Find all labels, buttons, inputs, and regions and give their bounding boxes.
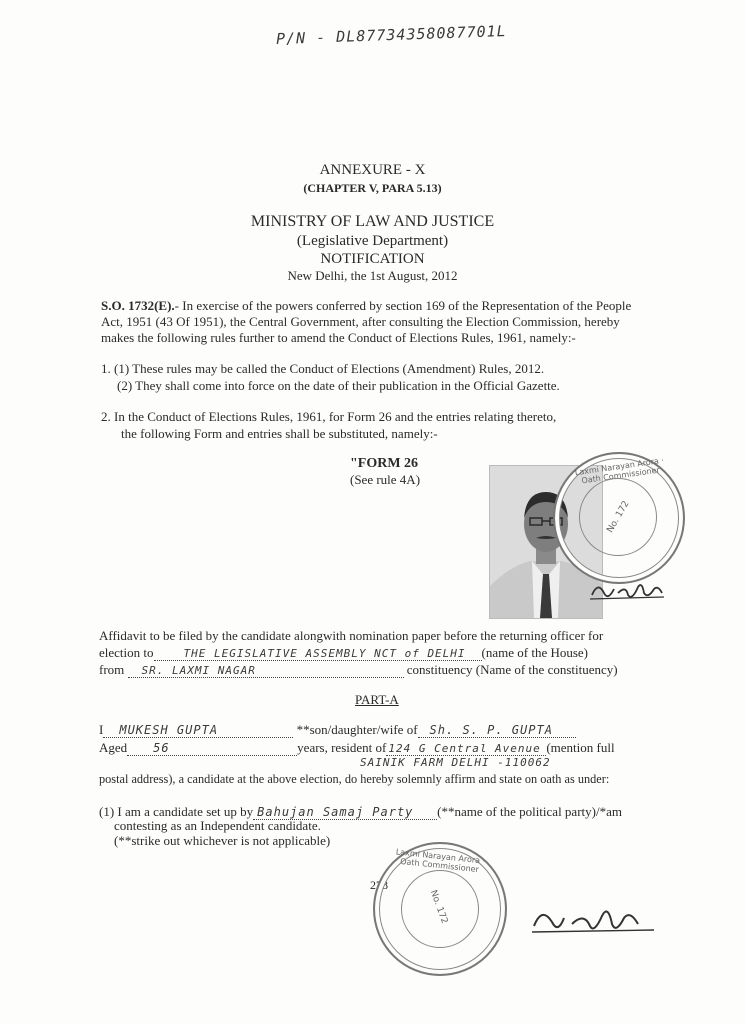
candidate-name-value: MUKESH GUPTA [119, 723, 219, 737]
intro-line-1: - In exercise of the powers conferred by section 169 of the Representation of the People [174, 298, 632, 313]
stamp-top-text: Laxmi Narayan Arora · Oath Commissioner [574, 455, 665, 486]
election-suffix: (name of the House) [481, 645, 589, 660]
point-1-line-3: (**strike out whichever is not applicable) [114, 833, 331, 848]
constituency-field[interactable] [128, 663, 404, 678]
rule-1-line-1: 1. (1) These rules may be called the Conduct of Elections (Amendment) Rules, 2012. [101, 361, 545, 376]
place-date: New Delhi, the 1st August, 2012 [287, 268, 458, 283]
rule-1 [101, 360, 681, 394]
election-house-value: THE LEGISLATIVE ASSEMBLY NCT of DELHI [183, 647, 466, 660]
intro-line-2: Act, 1951 (43 Of 1951), the Central Government, after consulting the Election Commission, hereby [101, 314, 620, 329]
age-field[interactable] [127, 741, 297, 756]
annexure-title: ANNEXURE - X [319, 162, 426, 178]
address-line-2-value: SAINIK FARM DELHI -110062 [360, 756, 551, 769]
form-subtitle: (See rule 4A) [350, 472, 421, 487]
aged-label: Aged [99, 740, 128, 755]
party-value: Bahujan Samaj Party [257, 805, 414, 819]
father-name-field[interactable] [418, 723, 576, 738]
oath-commissioner-stamp-bottom [373, 842, 507, 976]
name-line [99, 722, 679, 738]
resident-label: years, resident of [297, 740, 387, 755]
stamp-bottom-text: Laxmi Narayan Arora · Oath Commissioner [395, 847, 486, 875]
point-1-line-2: contesting as an Independent candidate. [114, 818, 321, 833]
form-title: "FORM 26 [350, 456, 419, 471]
notification-heading: NOTIFICATION [320, 251, 425, 267]
oath-commissioner-stamp-top [553, 452, 685, 584]
age-value: 56 [153, 741, 170, 755]
stamp-bottom-number: No. 172 [427, 888, 450, 926]
constituency-suffix: constituency (Name of the constituency) [406, 662, 618, 677]
constituency-value: SR. LAXMI NAGAR [141, 664, 256, 677]
ministry-name: MINISTRY OF LAW AND JUSTICE [250, 213, 495, 230]
i-label: I [99, 722, 104, 737]
intro-line-3: makes the following rules further to amend the Conduct of Elections Rules, 1961, namely:- [101, 330, 576, 345]
signature-top-icon [588, 575, 668, 605]
point-1-suffix: (**name of the political party)/*am [437, 804, 622, 819]
page-number: 278 [370, 878, 388, 892]
so-number: S.O. 1732(E). [101, 298, 175, 313]
postal-address-text: postal address), a candidate at the above election, do hereby solemnly affirm and state on oath as under: [99, 772, 610, 786]
affidavit-line-1: Affidavit to be filed by the candidate alongwith nomination paper before the returning officer for [99, 628, 604, 643]
handwritten-reference: P/N - DL87734358087701L [275, 21, 507, 49]
stamp-top-number: No. 172 [605, 499, 632, 535]
election-house-field[interactable] [154, 646, 482, 661]
part-a-heading: PART-A [355, 692, 399, 707]
age-line [99, 740, 699, 756]
address-field[interactable] [386, 741, 546, 756]
rule-2 [101, 408, 681, 442]
rule-1-line-2: (2) They shall come into force on the date of their publication in the Official Gazette. [117, 378, 560, 393]
intro-paragraph [101, 298, 681, 346]
rule-2-line-1: 2. In the Conduct of Elections Rules, 1961, for Form 26 and the entries relating thereto, [101, 409, 557, 424]
election-line [99, 645, 679, 661]
annexure-chapter: (CHAPTER V, PARA 5.13) [303, 181, 442, 195]
point-1-label: (1) I am a candidate set up by [99, 804, 254, 819]
candidate-name-field[interactable] [103, 723, 293, 738]
constituency-line [99, 662, 679, 678]
election-label: election to [99, 645, 154, 660]
address-line-1-value: 124 G Central Avenue [388, 742, 541, 755]
rule-2-line-2: the following Form and entries shall be substituted, namely:- [121, 426, 438, 441]
relation-label: **son/daughter/wife of [296, 722, 418, 737]
mention-full-label: (mention full [546, 740, 615, 755]
signature-bottom-icon [528, 898, 658, 940]
father-name-value: Sh. S. P. GUPTA [429, 723, 553, 737]
ministry-department: (Legislative Department) [296, 233, 449, 249]
from-label: from [99, 662, 125, 677]
